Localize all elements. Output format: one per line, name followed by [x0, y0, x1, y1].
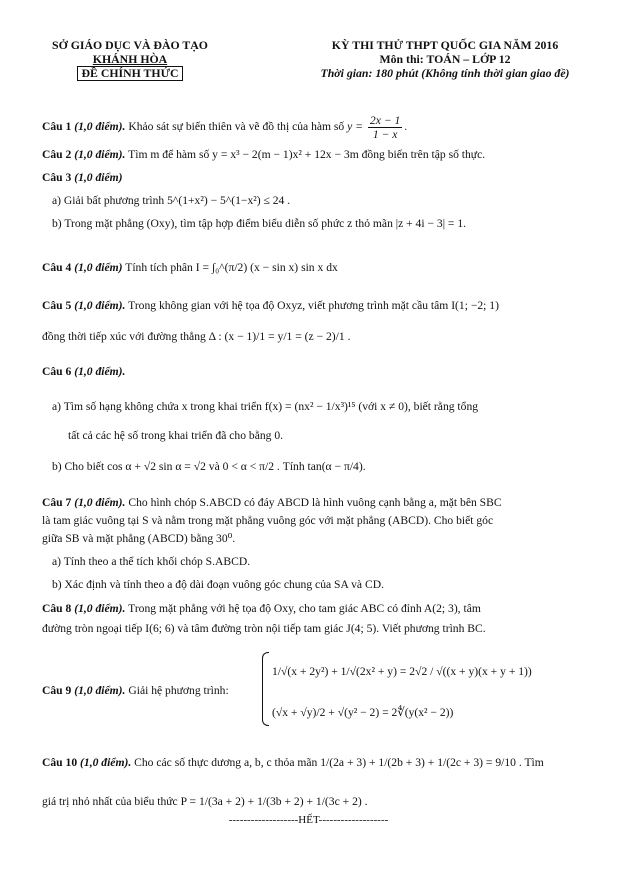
question-7a: a) Tính theo a thể tích khối chóp S.ABCD.	[52, 555, 251, 568]
question-9	[42, 684, 582, 698]
q8-points: (1,0 điểm).	[74, 602, 126, 615]
q2-label: Câu 2	[42, 148, 72, 161]
question-3	[42, 171, 582, 185]
q9-label: Câu 9	[42, 684, 72, 697]
q1-points: (1,0 điểm).	[74, 120, 126, 134]
question-7b: b) Xác định và tính theo a độ dài đoạn vuông góc chung của SA và CD.	[52, 578, 384, 591]
q2-points: (1,0 điểm).	[74, 148, 126, 161]
q1-text: Khảo sát sự biến thiên và vẽ đồ thị của hàm số	[128, 120, 345, 134]
official-exam-badge: ĐỀ CHÍNH THỨC	[77, 66, 182, 81]
q10-points: (1,0 điểm).	[80, 756, 132, 769]
question-8	[42, 602, 582, 616]
q3-label: Câu 3	[42, 171, 72, 184]
time-line: Thời gian: 180 phút (Không tính thời gian giao đề)	[320, 66, 570, 80]
q8-line-1: Trong mặt phẳng với hệ tọa độ Oxy, cho tam giác ABC có đỉnh A(2; 3), tâm	[128, 602, 481, 615]
header-right	[300, 38, 590, 80]
q9-system-brace	[262, 652, 269, 726]
subject-line: Môn thi: TOÁN – LỚP 12	[379, 52, 511, 66]
q9-equation-1: 1/√(x + 2y²) + 1/√(2x² + y) = 2√2 / √((x + y)(x + y + 1))	[272, 665, 532, 678]
q9-points: (1,0 điểm).	[74, 684, 126, 697]
q1-label: Câu 1	[42, 120, 72, 134]
q1-math-prefix: y =	[347, 120, 364, 134]
exam-title: KỲ THI THỬ THPT QUỐC GIA NĂM 2016	[331, 38, 559, 52]
question-6a-line-1: a) Tìm số hạng không chứa x trong khai triển f(x) = (nx² − 1/x³)¹⁵ (với x ≠ 0), biết rằng tổng	[52, 400, 479, 413]
q6-points: (1,0 điểm).	[74, 365, 126, 378]
q4-label: Câu 4	[42, 261, 72, 274]
q7-line-1: Cho hình chóp S.ABCD có đáy ABCD là hình vuông cạnh bằng a, mặt bên SBC	[128, 496, 502, 509]
q9-equation-2: (√x + √y)/2 + √(y² − 2) = 2∜(y(x² − 2))	[272, 706, 454, 719]
q5-points: (1,0 điểm).	[74, 299, 126, 312]
q2-text: Tìm m để hàm số y = x³ − 2(m − 1)x² + 12x − 3m đồng biến trên tập số thực.	[128, 148, 486, 161]
q4-points: (1,0 điểm)	[74, 261, 123, 274]
question-10-line-2: giá trị nhỏ nhất của biểu thức P = 1/(3a + 2) + 1/(3b + 2) + 1/(3c + 2) .	[42, 795, 368, 808]
question-7-line-2: là tam giác vuông tại S và nằm trong mặt phẳng vuông góc với mặt phẳng (ABCD). Cho biết góc	[42, 514, 494, 527]
question-5	[42, 299, 582, 313]
department-name: SỞ GIÁO DỤC VÀ ĐÀO TẠO	[52, 38, 208, 52]
q7-points: (1,0 điểm).	[74, 496, 126, 509]
province-name: KHÁNH HÒA	[92, 52, 168, 66]
question-6b: b) Cho biết cos α + √2 sin α = √2 và 0 < α < π/2 . Tính tan(α − π/4).	[52, 460, 366, 473]
q3-points: (1,0 điểm)	[74, 171, 123, 184]
question-7	[42, 496, 582, 510]
q6-label: Câu 6	[42, 365, 72, 378]
q7-label: Câu 7	[42, 496, 72, 509]
question-4	[42, 261, 582, 275]
q5-line-1: Trong không gian với hệ tọa độ Oxyz, viết phương trình mặt cầu tâm I(1; −2; 1)	[128, 299, 499, 312]
q1-denominator: 1 − x	[372, 128, 398, 141]
question-8-line-2: đường tròn ngoại tiếp I(6; 6) và tâm đường tròn nội tiếp tam giác J(4; 5). Viết phương trình BC.	[42, 622, 486, 635]
q1-fraction	[368, 114, 402, 141]
question-3a: a) Giải bất phương trình 5^(1+x²) − 5^(1−x²) ≤ 24 .	[52, 194, 291, 207]
question-10	[42, 756, 582, 770]
question-3b: b) Trong mặt phẳng (Oxy), tìm tập hợp điểm biểu diễn số phức z thỏ mãn |z + 4i − 3| = 1.	[52, 217, 467, 230]
question-1: Câu 1 (1,0 điểm). Khảo sát sự biến thiên và vẽ đồ thị của hàm số y = $\frac{2x - 1}{1 - x}$ .	[42, 114, 408, 141]
q1-numerator: 2x − 1	[369, 114, 401, 127]
q10-line-1: Cho các số thực dương a, b, c thỏa mãn 1/(2a + 3) + 1/(2b + 3) + 1/(2c + 3) = 9/10 . Tìm	[134, 756, 544, 769]
q8-label: Câu 8	[42, 602, 72, 615]
question-7-line-3: giữa SB và mặt phẳng (ABCD) bằng 30⁰.	[42, 532, 236, 545]
header-left	[30, 38, 230, 81]
end-marker: -------------------HẾT-------------------	[228, 814, 389, 826]
q9-text: Giải hệ phương trình:	[128, 684, 229, 697]
question-6a-line-2: tất cả các hệ số trong khai triển đã cho bằng 0.	[68, 429, 284, 442]
q5-label: Câu 5	[42, 299, 72, 312]
question-6	[42, 365, 582, 379]
q10-label: Câu 10	[42, 756, 78, 769]
question-5-line-2: đồng thời tiếp xúc với đường thẳng Δ : (x − 1)/1 = y/1 = (z − 2)/1 .	[42, 330, 351, 343]
q4-text: Tính tích phân I = ∫₀^(π/2) (x − sin x) sin x dx	[125, 261, 338, 274]
question-2	[42, 148, 582, 162]
